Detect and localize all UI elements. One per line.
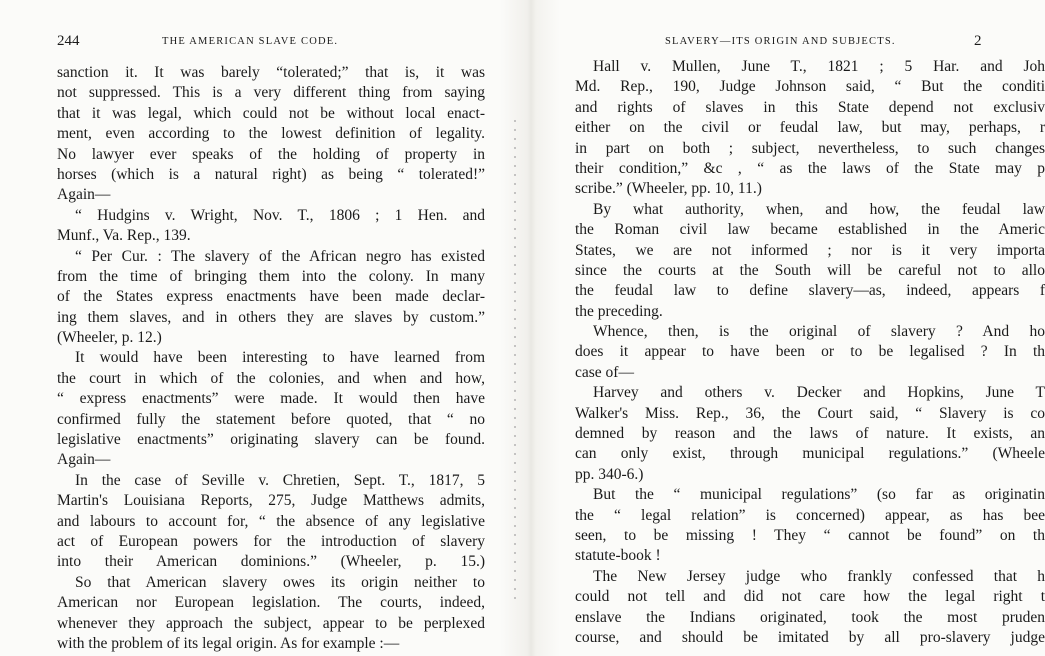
right-page-text-line: enslave the Indians originated, took the most pruden [575, 608, 1045, 626]
right-page-text-line: in part on both ; subject, nevertheless, to such changes [575, 139, 1045, 157]
left-page-text-line: and labours to account for, “ the absence of any legislative [57, 512, 485, 530]
right-page-text-line: since the courts at the South will be careful not to allo [575, 261, 1045, 279]
left-page-text-line: ment, even according to the lowest definition of legality. [57, 125, 485, 143]
right-page-text [575, 57, 1045, 648]
right-page-text-line: course, and should be imitated by all pro-slavery judge [575, 628, 1045, 646]
right-page-text-line: either on the civil or feudal law, but may, perhaps, r [575, 119, 1045, 137]
left-page-text-line: So that American slavery owes its origin neither to [75, 573, 485, 591]
right-page-text-line: By what authority, when, and how, the feudal law [593, 200, 1045, 218]
left-page-text-line: with the problem of its legal origin. As for example :— [57, 634, 400, 652]
left-page-text-line: into their American dominions.” (Wheeler, p. 15.) [57, 553, 485, 571]
right-page-text-line: Md. Rep., 190, Judge Johnson said, “ But the conditi [575, 78, 1045, 96]
left-page-text-line: of the States express enactments have been made declar- [57, 288, 485, 306]
left-page-text-line: “ Hudgins v. Wright, Nov. T., 1806 ; 1 Hen. and [75, 206, 485, 224]
left-page-text-line: that it was legal, which could not be without local enact- [57, 104, 485, 122]
right-page-text-line: seen, to be missing ! They “ cannot be found” on th [575, 526, 1045, 544]
right-page-text-line: the feudal law to define slavery—as, indeed, appears f [575, 282, 1045, 300]
running-head-left: THE AMERICAN SLAVE CODE. [162, 36, 339, 47]
left-page-text-line: American nor European legislation. The courts, indeed, [57, 594, 485, 612]
left-page-text-line: ing them slaves, and in others they are slaves by custom.” [57, 308, 485, 326]
right-page-text-line: Whence, then, is the original of slavery ? And ho [593, 323, 1045, 341]
left-page-text-line: legislative enactments” originating slavery can be found. [57, 431, 485, 449]
gutter-binding-marks [514, 120, 516, 600]
right-page-text-line: Harvey and others v. Decker and Hopkins, June T [593, 384, 1045, 402]
right-page-text-line: Hall v. Mullen, June T., 1821 ; 5 Har. and Joh [593, 58, 1045, 75]
right-page-text-line: can only exist, through municipal regulations.” (Wheele [575, 445, 1045, 463]
page-number-left: 244 [57, 33, 80, 49]
right-page-text-line: statute-book ! [575, 547, 661, 565]
left-page-text-line: It would have been interesting to have learned from [75, 349, 485, 367]
left-page-text-line: horses (which is a natural right) as being “ tolerated!” [57, 165, 485, 183]
right-page-text-line: their condition,” &c , “ as the laws of the State may p [575, 159, 1045, 177]
right-page-text-line: But the “ municipal regulations” (so far as originatin [593, 486, 1045, 504]
right-page-text-line: The New Jersey judge who frankly confessed that h [593, 567, 1045, 585]
right-page-text-line: demned by reason and the laws of nature. It exists, an [575, 425, 1045, 443]
left-page-text-line: Munf., Va. Rep., 139. [57, 227, 191, 245]
right-page-text-line: could not tell and did not care how the legal right t [575, 588, 1045, 606]
left-page-text [57, 63, 485, 654]
left-page-text-line: whenever they approach the subject, appear to be perplexed [57, 614, 485, 632]
book-gutter [500, 0, 560, 656]
left-page-text-line: confirmed fully the statement before quoted, that “ no [57, 410, 485, 428]
page-number-right: 2 [974, 33, 982, 49]
right-page-text-line: Walker's Miss. Rep., 36, the Court said, “ Slavery is co [575, 404, 1045, 422]
right-page-text-line: case of— [575, 363, 634, 381]
right-page-text-line: the preceding. [575, 302, 663, 320]
right-page-text-line: pp. 340-6.) [575, 465, 644, 483]
left-page-text-line: “ express enactments” were made. It would then have [57, 390, 485, 408]
left-page [0, 0, 500, 656]
right-page-text-line: the “ legal relation” is concerned) appear, as has bee [575, 506, 1045, 524]
right-page-text-line: States, we are not informed ; nor is it very importa [575, 241, 1045, 259]
left-page-text-line: sanction it. It was barely “tolerated;” that is, it was [57, 64, 485, 81]
left-page-text-line: the court in which of the colonies, and when and how, [57, 369, 485, 387]
left-page-text-line: not suppressed. This is a very different thing from saying [57, 84, 485, 102]
left-page-text-line: Again— [57, 451, 111, 469]
right-page [560, 0, 1045, 656]
right-page-text-line: does it appear to have been or to be legalised ? In th [575, 343, 1045, 361]
left-page-text-line: Again— [57, 186, 111, 204]
right-page-text-line: and rights of slaves in this State depend not exclusiv [575, 98, 1045, 116]
left-page-text-line: (Wheeler, p. 12.) [57, 329, 162, 347]
left-page-text-line: act of European powers for the introduction of slavery [57, 532, 485, 550]
left-page-text-line: No lawyer ever speaks of the holding of property in [57, 145, 485, 163]
left-page-text-line: “ Per Cur. : The slavery of the African negro has existed [75, 247, 485, 265]
right-page-text-line: scribe.” (Wheeler, pp. 10, 11.) [575, 180, 762, 198]
left-page-text-line: In the case of Seville v. Chretien, Sept. T., 1817, 5 [75, 471, 485, 489]
left-page-text-line: from the time of bringing them into the colony. In many [57, 267, 485, 285]
left-page-text-line: Martin's Louisiana Reports, 275, Judge Matthews admits, [57, 492, 485, 510]
running-head-right: SLAVERY—ITS ORIGIN AND SUBJECTS. [665, 36, 896, 47]
right-page-text-line: the Roman civil law became established in the Americ [575, 221, 1045, 239]
